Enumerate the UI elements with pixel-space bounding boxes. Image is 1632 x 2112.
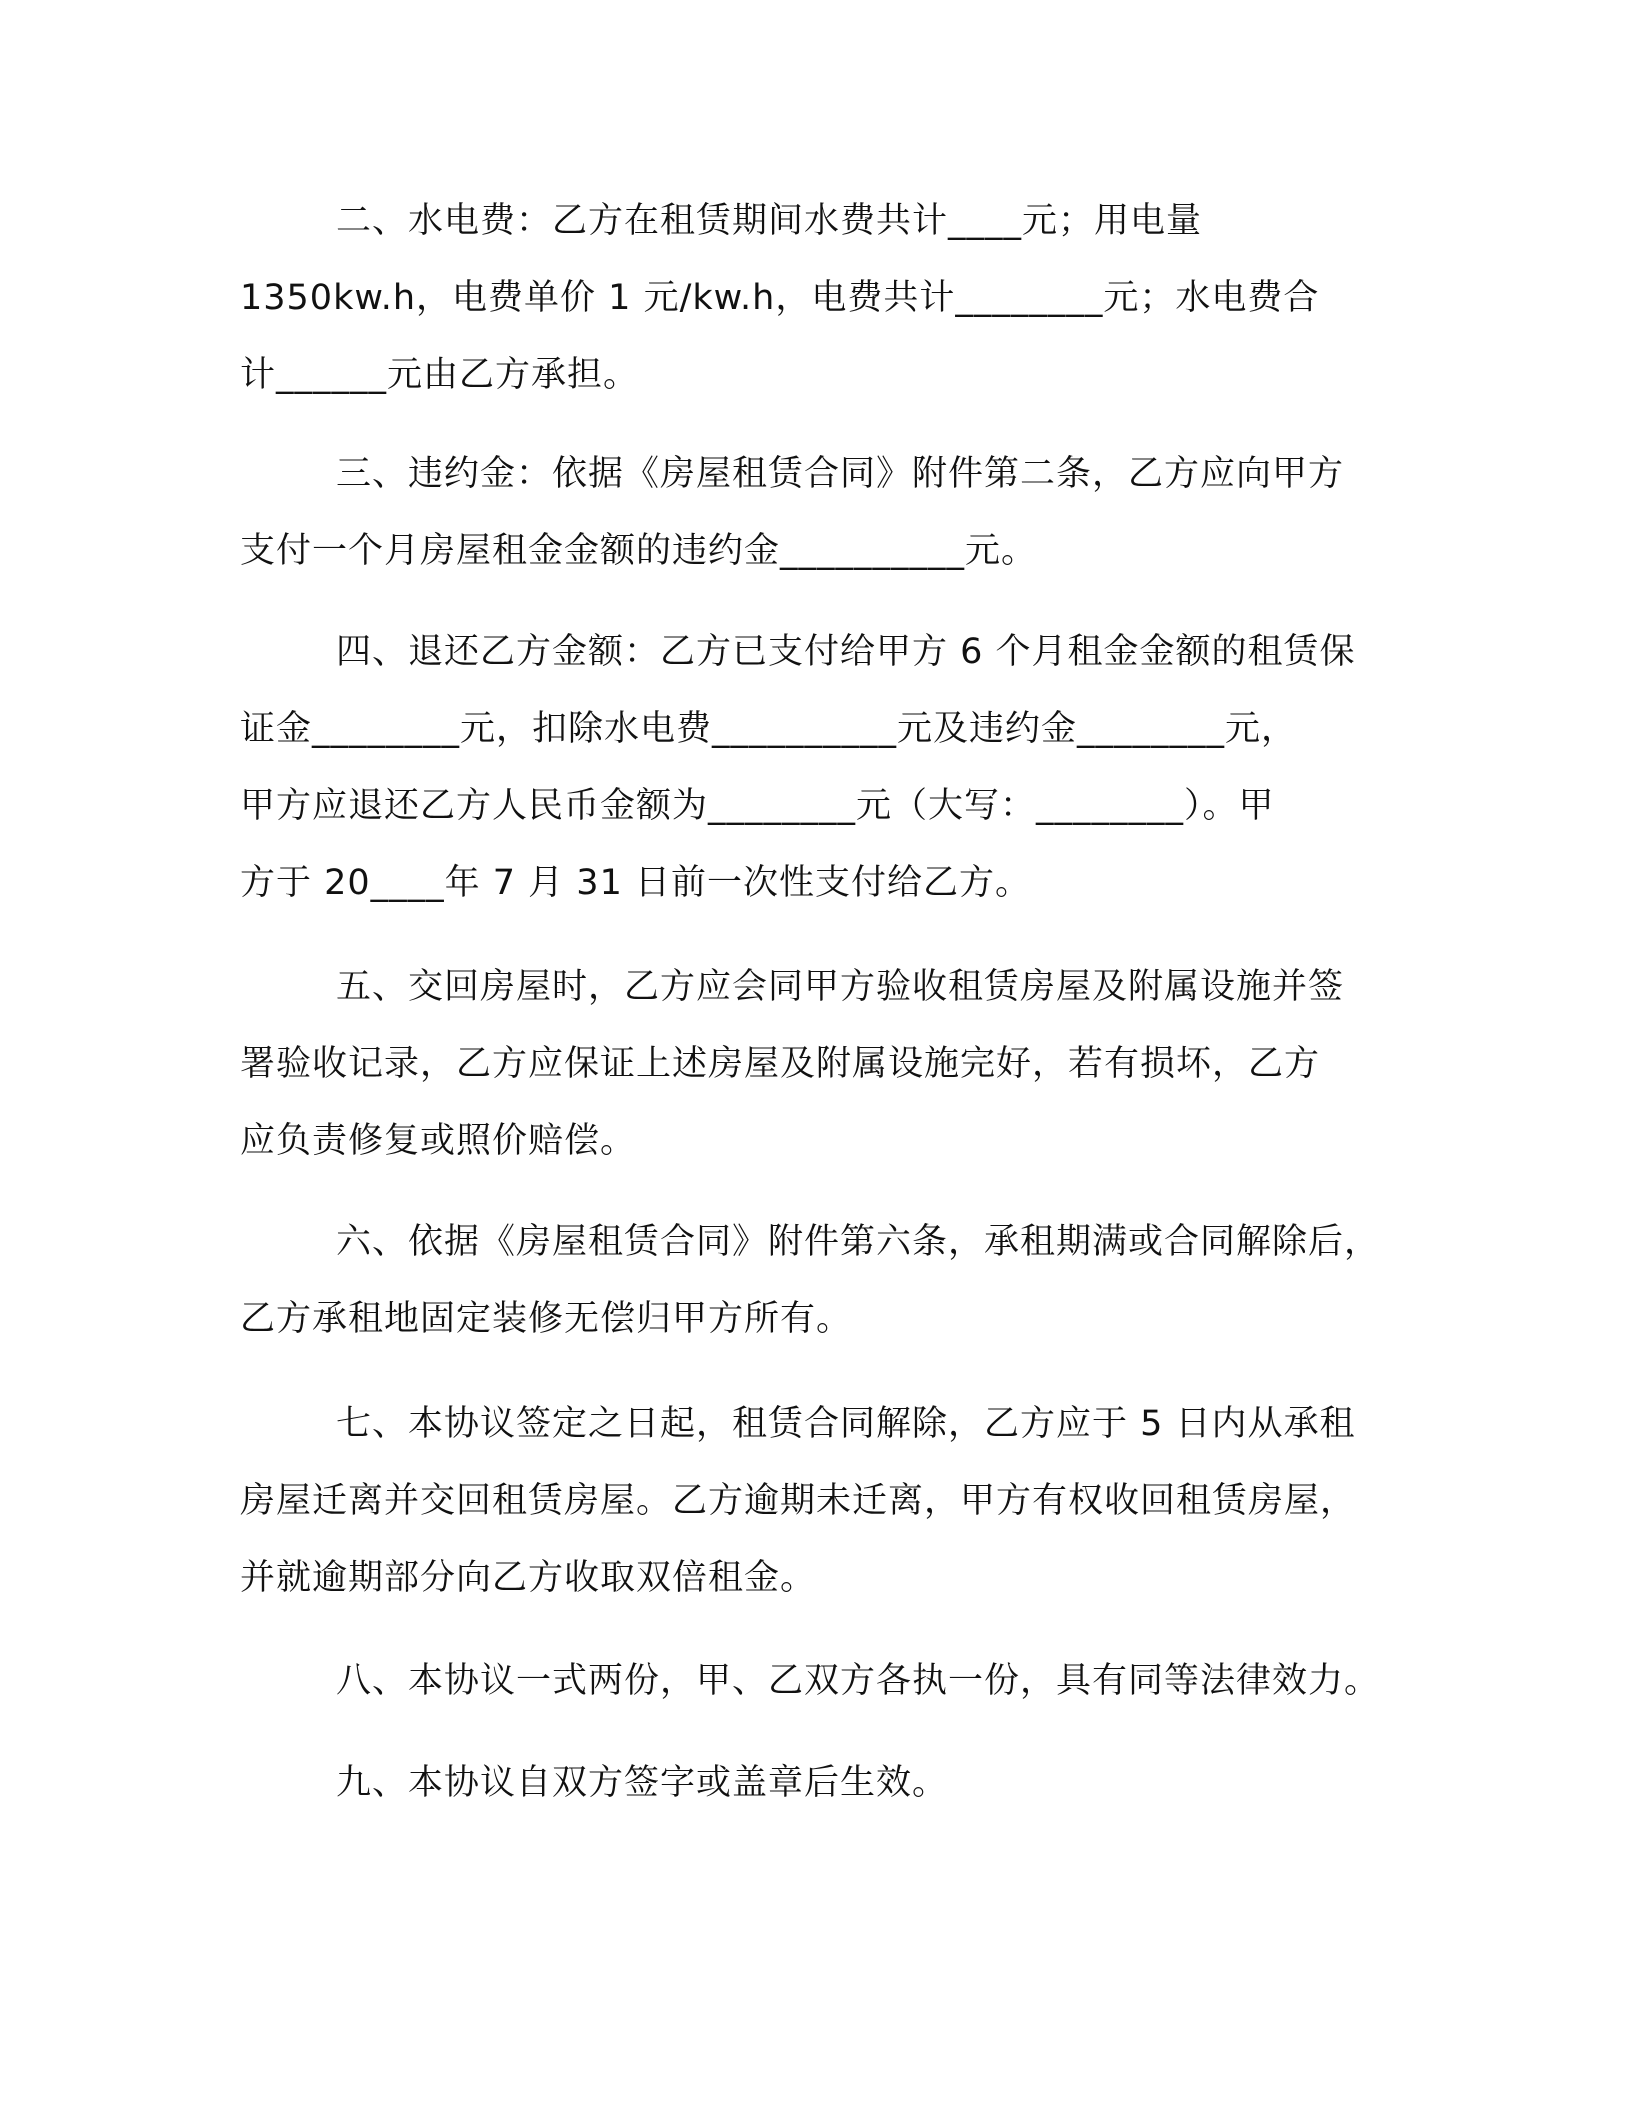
text-line: 并就逾期部分向乙方收取双倍租金。 [240,1558,817,1598]
text-line: 房屋迁离并交回租赁房屋。乙方逾期未迁离，甲方有权收回租赁房屋， [240,1481,1357,1521]
text-line: 乙方承租地固定装修无偿归甲方所有。 [240,1299,853,1339]
text-line: 二、水电费：乙方在租赁期间水费共计____元；用电量 [336,201,1203,241]
text-line: 四、退还乙方金额：乙方已支付给甲方 6 个月租金金额的租赁保 [336,632,1356,672]
text-line: 方于 20____年 7 月 31 日前一次性支付给乙方。 [240,863,1031,903]
text-line: 应负责修复或照价赔偿。 [240,1121,637,1161]
text-line: 三、违约金：依据《房屋租赁合同》附件第二条，乙方应向甲方 [336,454,1345,494]
text-line: 甲方应退还乙方人民币金额为________元（大写：________）。甲 [240,786,1275,826]
text-line: 1350kw.h，电费单价 1 元/kw.h，电费共计________元；水电费合 [240,278,1320,318]
text-line: 七、本协议签定之日起，租赁合同解除，乙方应于 5 日内从承租 [336,1404,1356,1444]
text-line: 支付一个月房屋租金金额的违约金__________元。 [240,531,1038,571]
text-line: 五、交回房屋时，乙方应会同甲方验收租赁房屋及附属设施并签 [336,967,1345,1007]
text-line: 九、本协议自双方签字或盖章后生效。 [336,1763,949,1803]
text-line: 署验收记录，乙方应保证上述房屋及附属设施完好，若有损坏，乙方 [240,1044,1321,1084]
text-line: 六、依据《房屋租赁合同》附件第六条，承租期满或合同解除后， [336,1222,1381,1262]
text-line: 计______元由乙方承担。 [240,355,640,395]
text-line: 八、本协议一式两份，甲、乙双方各执一份，具有同等法律效力。 [336,1661,1381,1701]
text-line: 证金________元，扣除水电费__________元及违约金________元， [240,709,1298,749]
